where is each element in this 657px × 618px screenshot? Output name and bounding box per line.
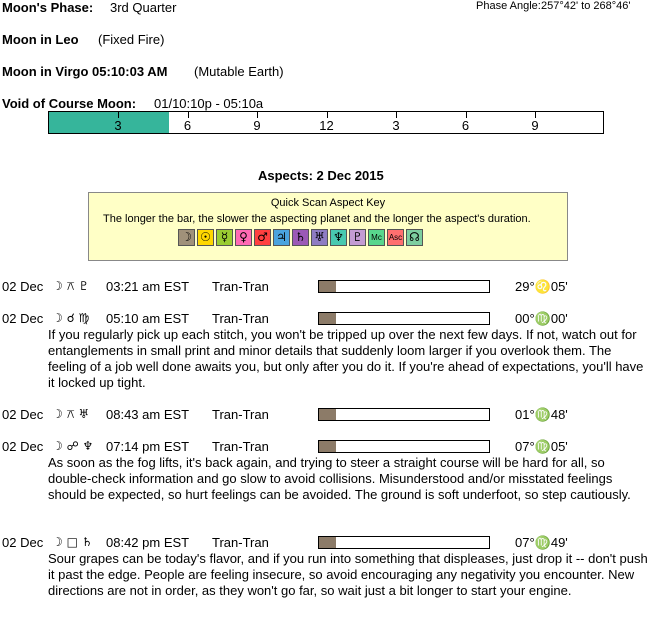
aspect-duration-fill xyxy=(319,281,336,292)
timeline-hour-label: 3 xyxy=(114,118,122,133)
voc-value: 01/10:10p - 05:10a xyxy=(154,96,264,111)
aspect-key-glyph: ♀ xyxy=(235,229,252,246)
moon-in-virgo-value: (Mutable Earth) xyxy=(194,64,284,79)
moon-in-virgo-label: Moon in Virgo 05:10:03 AM xyxy=(2,64,168,79)
aspect-key-glyph: ☉ xyxy=(197,229,214,246)
aspect-duration-fill xyxy=(319,537,336,548)
aspect-key-glyph: ☽ xyxy=(178,229,195,246)
aspect-description: Sour grapes can be today's flavor, and if you run into something that displeases, just drop it -- don't push it past the edge. People are feeling insecure, so avoid encouraging any negativity you encounter. New directions are not in order, as they won't go far, so wait just a bit longer to start your engine. xyxy=(48,551,648,598)
aspect-time: 07:14 pm EST xyxy=(106,439,190,454)
aspect-description: As soon as the fog lifts, it's back again, and trying to steer a straight course will be hard for all, so double-check information and go slow to avoid collisions. Misunderstood and/or misstated feelings should be expected, so hurt feelings can be avoided. The ground is soft underfoot, so step cautiously. xyxy=(48,455,631,502)
aspect-date: 02 Dec xyxy=(2,311,44,326)
aspect-type: Tran-Tran xyxy=(212,535,269,550)
aspect-duration-bar xyxy=(318,536,490,549)
phase-label: Moon's Phase: xyxy=(2,0,94,15)
aspect-position: 07°♍05' xyxy=(515,439,568,454)
phase-angle-label: Phase Angle: xyxy=(476,0,541,12)
aspect-key-glyph-row xyxy=(178,229,425,246)
aspect-description: If you regularly pick up each stitch, you won't be tripped up over the next few days. If not, watch out for entanglements in small print and minor details that suddenly loom larger if you overlook them. The feeling of a job well done awaits you, but only after you do it. If you're ahead of expectations, you'll have it locked up tight. xyxy=(48,327,644,390)
moon-in-leo-label: Moon in Leo xyxy=(2,32,79,47)
aspect-glyphs: ☽ ☍ ♆ xyxy=(52,439,94,453)
aspect-time: 03:21 am EST xyxy=(106,279,190,294)
aspect-date: 02 Dec xyxy=(2,439,44,454)
phase-value: 3rd Quarter xyxy=(110,0,177,15)
aspects-title: Aspects: 2 Dec 2015 xyxy=(258,168,384,183)
void-of-course-fill xyxy=(49,112,169,133)
aspect-glyphs: ☽ ☌ ♍ xyxy=(52,311,90,325)
timeline-hour-label: 3 xyxy=(392,118,400,133)
aspect-position: 00°♍00' xyxy=(515,311,568,326)
aspect-position: 01°♍48' xyxy=(515,407,568,422)
moon-in-leo-value: (Fixed Fire) xyxy=(98,32,165,47)
aspect-date: 02 Dec xyxy=(2,279,44,294)
aspect-type: Tran-Tran xyxy=(212,279,269,294)
aspect-key-glyph: Mc xyxy=(368,229,385,246)
aspect-duration-bar xyxy=(318,280,490,293)
aspect-type: Tran-Tran xyxy=(212,407,269,422)
aspect-time: 08:43 am EST xyxy=(106,407,190,422)
aspect-key-description: The longer the bar, the slower the aspecting planet and the longer the aspect's duration. xyxy=(103,213,531,225)
aspect-date: 02 Dec xyxy=(2,407,44,422)
aspect-key-glyph: ♇ xyxy=(349,229,366,246)
aspect-key-glyph: ♃ xyxy=(273,229,290,246)
aspect-key-glyph: Asc xyxy=(387,229,404,246)
aspect-duration-fill xyxy=(319,409,336,420)
aspect-date: 02 Dec xyxy=(2,535,44,550)
timeline-hour-label: 12 xyxy=(319,118,334,133)
aspect-key-glyph: ☿ xyxy=(216,229,233,246)
aspect-key-title: Quick Scan Aspect Key xyxy=(270,197,386,209)
timeline-hour-label: 9 xyxy=(253,118,261,133)
aspect-key-box xyxy=(88,192,568,261)
aspect-duration-fill xyxy=(319,441,336,452)
aspect-position: 07°♍49' xyxy=(515,535,568,550)
aspect-key-glyph: ♄ xyxy=(292,229,309,246)
aspect-type: Tran-Tran xyxy=(212,311,269,326)
aspect-position: 29°♌05' xyxy=(515,279,568,294)
aspect-glyphs: ☽ □ ♄ xyxy=(52,535,93,549)
aspect-duration-fill xyxy=(319,313,336,324)
aspect-type: Tran-Tran xyxy=(212,439,269,454)
aspect-time: 05:10 am EST xyxy=(106,311,190,326)
aspect-glyphs: ☽ ⚻ ♇ xyxy=(52,279,90,293)
aspect-glyphs: ☽ ⚻ ♅ xyxy=(52,407,90,421)
aspect-key-glyph: ♂ xyxy=(254,229,271,246)
void-of-course-timeline xyxy=(48,111,604,134)
aspect-key-glyph: ☊ xyxy=(406,229,423,246)
voc-label: Void of Course Moon: xyxy=(2,96,137,111)
aspect-duration-bar xyxy=(318,440,490,453)
timeline-hour-label: 6 xyxy=(461,118,470,133)
aspect-duration-bar xyxy=(318,312,490,325)
aspect-key-glyph: ♆ xyxy=(330,229,347,246)
aspect-duration-bar xyxy=(318,408,490,421)
timeline-hour-label: 9 xyxy=(531,118,539,133)
timeline-hour-label: 6 xyxy=(183,118,192,133)
aspect-time: 08:42 pm EST xyxy=(106,535,190,550)
aspect-key-glyph: ♅ xyxy=(311,229,328,246)
phase-angle-value: 257°42' to 268°46' xyxy=(541,0,631,12)
